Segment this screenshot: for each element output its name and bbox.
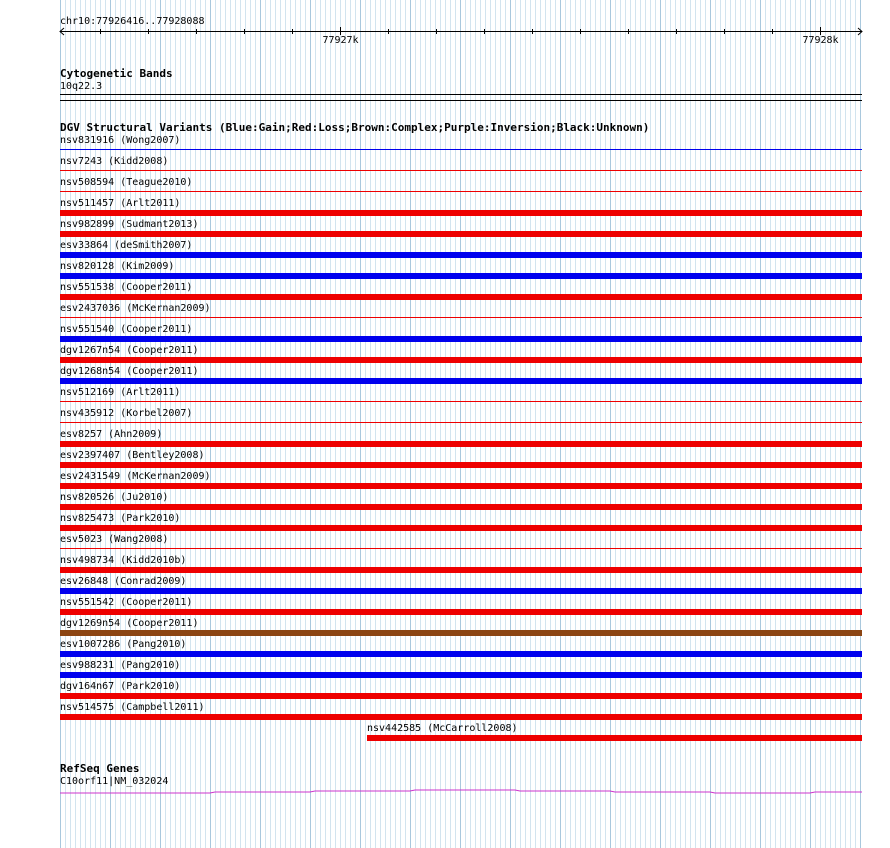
dgv-feature-bar[interactable] xyxy=(367,735,862,741)
dgv-feature-label[interactable]: nsv511457 (Arlt2011) xyxy=(60,198,181,209)
dgv-feature-label[interactable]: dgv1268n54 (Cooper2011) xyxy=(60,366,199,377)
dgv-feature-label[interactable]: dgv1267n54 (Cooper2011) xyxy=(60,345,199,356)
dgv-feature-bar[interactable] xyxy=(60,336,862,342)
dgv-feature-bar[interactable] xyxy=(60,441,862,447)
dgv-feature-bar[interactable] xyxy=(60,525,862,531)
refseq-gene-line[interactable] xyxy=(0,786,890,796)
dgv-feature-label[interactable]: nsv982899 (Sudmant2013) xyxy=(60,219,199,230)
dgv-feature-bar[interactable] xyxy=(60,422,862,423)
dgv-feature-bar[interactable] xyxy=(60,567,862,573)
dgv-feature-bar[interactable] xyxy=(60,588,862,594)
dgv-feature-bar[interactable] xyxy=(60,273,862,279)
dgv-feature-bar[interactable] xyxy=(60,693,862,699)
refseq-gene-intron xyxy=(60,790,862,793)
ruler xyxy=(0,0,890,60)
cytoband-line-bottom xyxy=(60,100,862,101)
dgv-feature-label[interactable]: dgv1269n54 (Cooper2011) xyxy=(60,618,199,629)
dgv-feature-bar[interactable] xyxy=(60,651,862,657)
cytoband-track-title: Cytogenetic Bands xyxy=(60,67,173,80)
dgv-feature-label[interactable]: nsv498734 (Kidd2010b) xyxy=(60,555,187,566)
cytoband-line-top xyxy=(60,94,862,95)
dgv-feature-bar[interactable] xyxy=(60,630,862,636)
dgv-feature-label[interactable]: nsv435912 (Korbel2007) xyxy=(60,408,193,419)
dgv-feature-bar[interactable] xyxy=(60,252,862,258)
dgv-feature-bar[interactable] xyxy=(60,294,862,300)
dgv-feature-bar[interactable] xyxy=(60,462,862,468)
dgv-feature-label[interactable]: nsv514575 (Campbell2011) xyxy=(60,702,205,713)
dgv-feature-bar[interactable] xyxy=(60,378,862,384)
dgv-feature-bar[interactable] xyxy=(60,191,862,192)
dgv-feature-bar[interactable] xyxy=(60,714,862,720)
dgv-feature-bar[interactable] xyxy=(60,672,862,678)
dgv-feature-label[interactable]: nsv551540 (Cooper2011) xyxy=(60,324,193,335)
dgv-track-title: DGV Structural Variants (Blue:Gain;Red:Loss;Brown:Complex;Purple:Inversion;Black:Unknown) xyxy=(60,121,650,134)
dgv-feature-label[interactable]: nsv831916 (Wong2007) xyxy=(60,135,181,146)
dgv-feature-bar[interactable] xyxy=(60,357,862,363)
dgv-feature-label[interactable]: nsv551542 (Cooper2011) xyxy=(60,597,193,608)
dgv-feature-label[interactable]: esv2431549 (McKernan2009) xyxy=(60,471,211,482)
dgv-feature-bar[interactable] xyxy=(60,401,862,402)
dgv-feature-bar[interactable] xyxy=(60,210,862,216)
dgv-feature-label[interactable]: nsv7243 (Kidd2008) xyxy=(60,156,169,167)
cytoband-label[interactable]: 10q22.3 xyxy=(60,81,103,92)
dgv-feature-label[interactable]: nsv512169 (Arlt2011) xyxy=(60,387,181,398)
dgv-feature-label[interactable]: esv988231 (Pang2010) xyxy=(60,660,181,671)
dgv-feature-label[interactable]: esv1007286 (Pang2010) xyxy=(60,639,187,650)
dgv-feature-label[interactable]: esv2397407 (Bentley2008) xyxy=(60,450,205,461)
dgv-feature-label[interactable]: nsv442585 (McCarroll2008) xyxy=(367,723,518,734)
dgv-feature-bar[interactable] xyxy=(60,609,862,615)
dgv-feature-label[interactable]: nsv825473 (Park2010) xyxy=(60,513,181,524)
dgv-feature-bar[interactable] xyxy=(60,231,862,237)
dgv-feature-bar[interactable] xyxy=(60,548,862,549)
ruler-range-label: chr10:77926416..77928088 xyxy=(60,16,205,27)
dgv-feature-label[interactable]: nsv508594 (Teague2010) xyxy=(60,177,193,188)
dgv-feature-bar[interactable] xyxy=(60,170,862,171)
dgv-feature-label[interactable]: esv8257 (Ahn2009) xyxy=(60,429,163,440)
dgv-feature-bar[interactable] xyxy=(60,149,862,150)
refseq-gene-label[interactable]: C10orf11|NM_032024 xyxy=(60,776,169,787)
dgv-feature-label[interactable]: esv33864 (deSmith2007) xyxy=(60,240,193,251)
ruler-tick-label: 77928k xyxy=(802,35,839,46)
dgv-feature-bar[interactable] xyxy=(60,483,862,489)
dgv-feature-label[interactable]: dgv164n67 (Park2010) xyxy=(60,681,181,692)
dgv-feature-label[interactable]: nsv820128 (Kim2009) xyxy=(60,261,175,272)
dgv-feature-bar[interactable] xyxy=(60,504,862,510)
dgv-feature-label[interactable]: esv2437036 (McKernan2009) xyxy=(60,303,211,314)
dgv-feature-label[interactable]: nsv820526 (Ju2010) xyxy=(60,492,169,503)
refseq-track-title: RefSeq Genes xyxy=(60,762,140,775)
dgv-feature-bar[interactable] xyxy=(60,317,862,318)
dgv-feature-label[interactable]: esv5023 (Wang2008) xyxy=(60,534,169,545)
dgv-feature-label[interactable]: esv26848 (Conrad2009) xyxy=(60,576,187,587)
ruler-tick-label: 77927k xyxy=(322,35,359,46)
dgv-feature-label[interactable]: nsv551538 (Cooper2011) xyxy=(60,282,193,293)
